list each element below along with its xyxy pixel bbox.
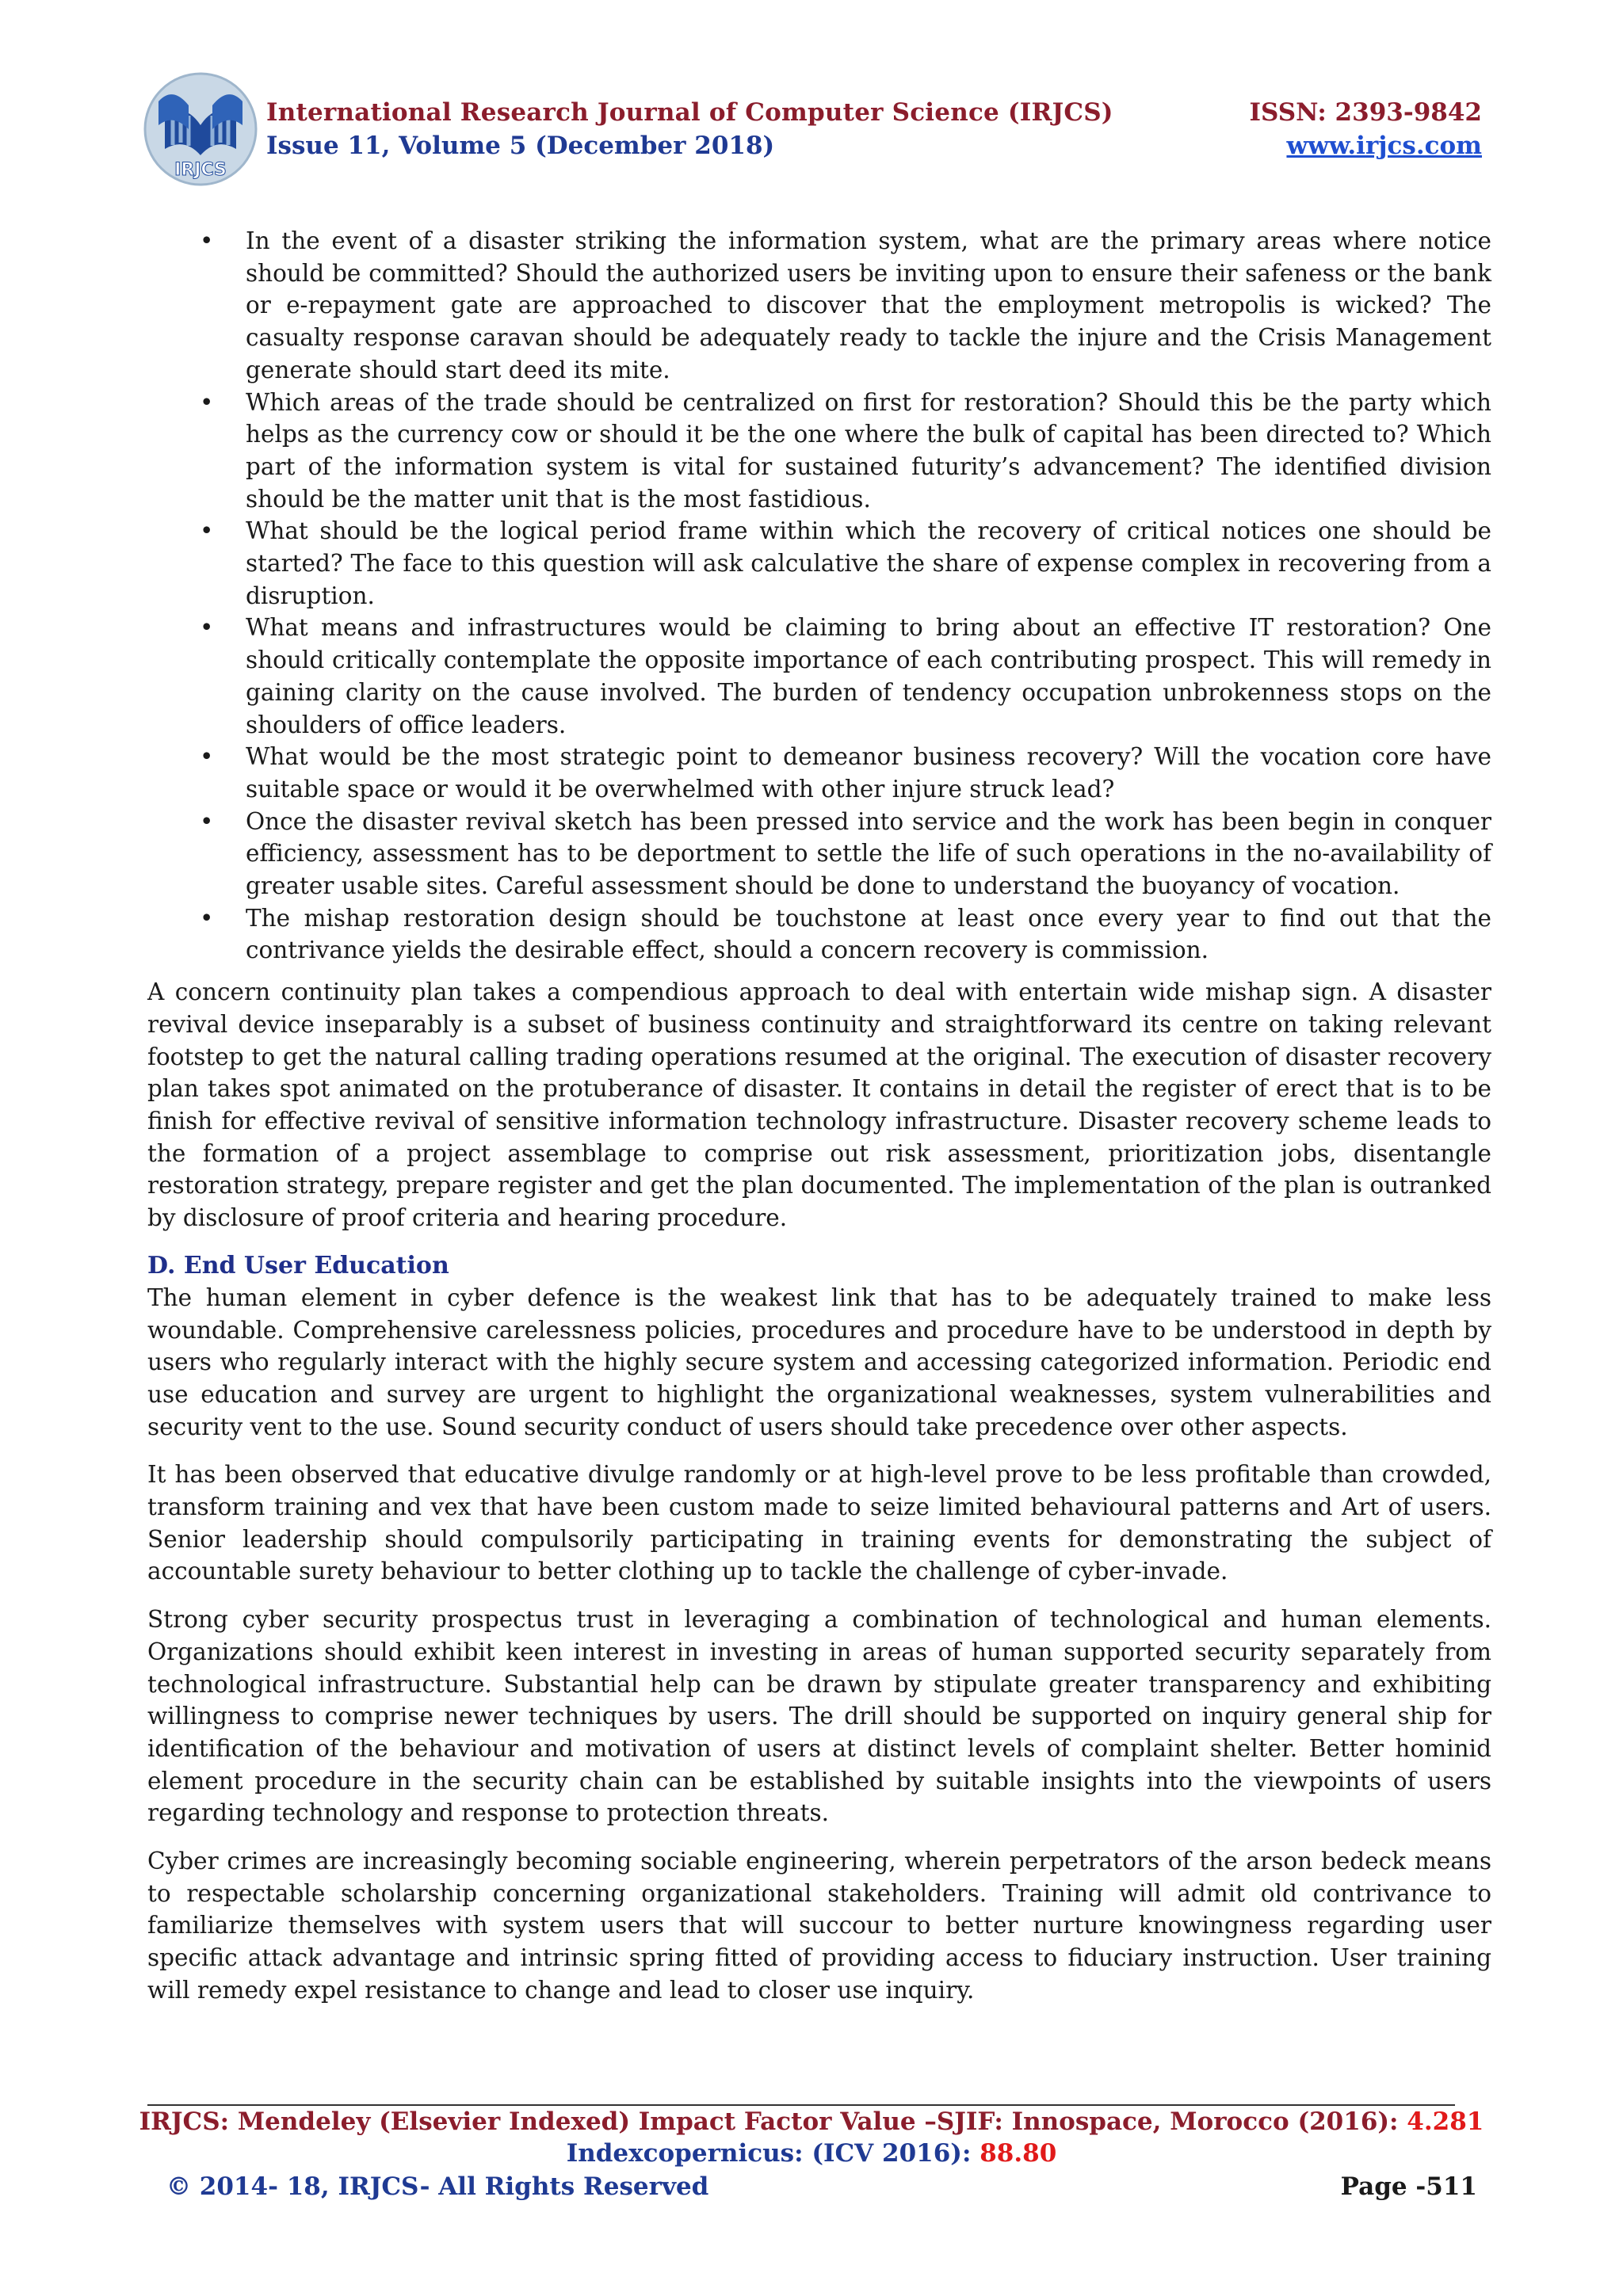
footer-icv: Indexcopernicus: (ICV 2016): 88.80 [566, 2139, 1057, 2168]
bullet-icon: • [200, 807, 214, 835]
footer-impact-factor: IRJCS: Mendeley (Elsevier Indexed) Impact Factor Value –SJIF: Innospace, Morocco (2016): 4.281 [139, 2107, 1484, 2136]
bullet-icon: • [200, 743, 214, 771]
irjcs-logo-icon [141, 70, 260, 189]
footer-divider [147, 2104, 1455, 2106]
bullet-icon: • [200, 227, 214, 254]
svg-text:IRJCS: IRJCS [174, 160, 227, 180]
journal-issn: ISSN: 2393-9842 [1249, 98, 1482, 127]
footer-copyright: © 2014- 18, IRJCS- All Rights Reserved [166, 2172, 709, 2201]
continuity-paragraph: A concern continuity plan takes a compendious approach to deal with entertain wide mishap sign. A disaster revival device inseparably is a subset of business continuity and straightforward its centre on taking relevant footstep to get the natural calling trading operations resumed at the original. The execution of disaster recovery plan takes spot animated on the protuberance of disaster. It contains in detail the register of erect that is to be finish for effective revival of sensitive information technology infrastructure. Disaster recovery scheme leads to the formation of a project assemblage to comprise out risk assessment, prioritization jobs, disentangle restoration strategy, prepare register and get the plan documented. The implementation of the plan is outranked by disclosure of proof criteria and hearing procedure. [147, 978, 1491, 1232]
list-item: • What means and infrastructures would be claiming to bring about an effective IT restoration? One should critically contemplate the opposite importance of each contributing prospect. This will remedy in gaining clarity on the cause involved. The burden of tendency occupation unbrokenness stops on the shoulders of office leaders. [147, 612, 1491, 741]
bullet-list [147, 225, 1491, 967]
list-item: • Which areas of the trade should be centralized on first for restoration? Should this be the party which helps as the currency cow or should it be the one where the bulk of capital has been directed to? Which part of the information system is vital for sustained futurity’s advancement? The identified division should be the matter unit that is the most fastidious. [147, 387, 1491, 516]
body-paragraph: It has been observed that educative divulge randomly or at high-level prove to be less profitable than crowded, transform training and vex that have been custom made to seize limited behavioural patterns and Art of users. Senior leadership should compulsorily participating in training events for demonstrating the subject of accountable surety behaviour to better clothing up to tackle the challenge of cyber-invade. [147, 1461, 1491, 1585]
bullet-icon: • [200, 614, 214, 642]
journal-url-link[interactable]: www.irjcs.com [1286, 132, 1482, 160]
list-item: • What should be the logical period frame within which the recovery of critical notices one should be started? The face to this question will ask calculative the share of expense complex in recovering from a disruption. [147, 515, 1491, 612]
bullet-icon: • [200, 904, 214, 932]
bullet-icon: • [200, 388, 214, 416]
journal-issue: Issue 11, Volume 5 (December 2018) [266, 132, 775, 160]
list-item: • The mishap restoration design should be touchstone at least once every year to find out that the contrivance yields the desirable effect, should a concern recovery is commission. [147, 902, 1491, 967]
section-heading: D. End User Education [147, 1251, 449, 1280]
bullet-icon: • [200, 517, 214, 545]
page-number: Page -511 [1340, 2172, 1477, 2201]
body-paragraph: Cyber crimes are increasingly becoming sociable engineering, wherein perpetrators of the arson bedeck means to respectable scholarship concerning organizational stakeholders. Training will admit old contrivance to familiarize themselves with system users that will succour to better nurture knowingness regarding user specific attack advantage and intrinsic spring fitted of providing access to fiduciary instruction. User training will remedy expel resistance to change and lead to closer use inquiry. [147, 1848, 1491, 2004]
list-item: • In the event of a disaster striking the information system, what are the primary areas where notice should be committed? Should the authorized users be inviting upon to ensure their safeness or the bank or e-repayment gate are approached to discover that the employment metropolis is wicked? The casualty response caravan should be adequately ready to tackle the injure and the Crisis Management generate should start deed its mite. [147, 225, 1491, 387]
journal-title: International Research Journal of Computer Science (IRJCS) [266, 98, 1113, 127]
list-item: • What would be the most strategic point to demeanor business recovery? Will the vocation core have suitable space or would it be overwhelmed with other injure struck lead? [147, 741, 1491, 805]
list-item: • Once the disaster revival sketch has been pressed into service and the work has been begin in conquer efficiency, assessment has to be deportment to settle the life of such operations in the no-availability of greater usable sites. Careful assessment should be done to understand the buoyancy of vocation. [147, 806, 1491, 902]
article-body [147, 225, 1491, 2023]
body-paragraph: The human element in cyber defence is the weakest link that has to be adequately trained to make less woundable. Comprehensive carelessness policies, procedures and procedure have to be understood in depth by users who regularly interact with the highly secure system and accessing categorized information. Periodic end use education and survey are urgent to highlight the organizational weaknesses, system vulnerabilities and security vent to the use. Sound security conduct of users should take precedence over other aspects. [147, 1283, 1491, 1440]
body-paragraph: Strong cyber security prospectus trust in leveraging a combination of technological and human elements. Organizations should exhibit keen interest in investing in areas of human supported security separately from technological infrastructure. Substantial help can be drawn by stipulate greater transparency and exhibiting willingness to comprise newer techniques by users. The drill should be supported on inquiry general ship for identification of the behaviour and motivation of users at distinct levels of complaint shelter. Better hominid element procedure in the security chain can be established by suitable insights into the viewpoints of users regarding technology and response to protection threats. [147, 1606, 1491, 1827]
